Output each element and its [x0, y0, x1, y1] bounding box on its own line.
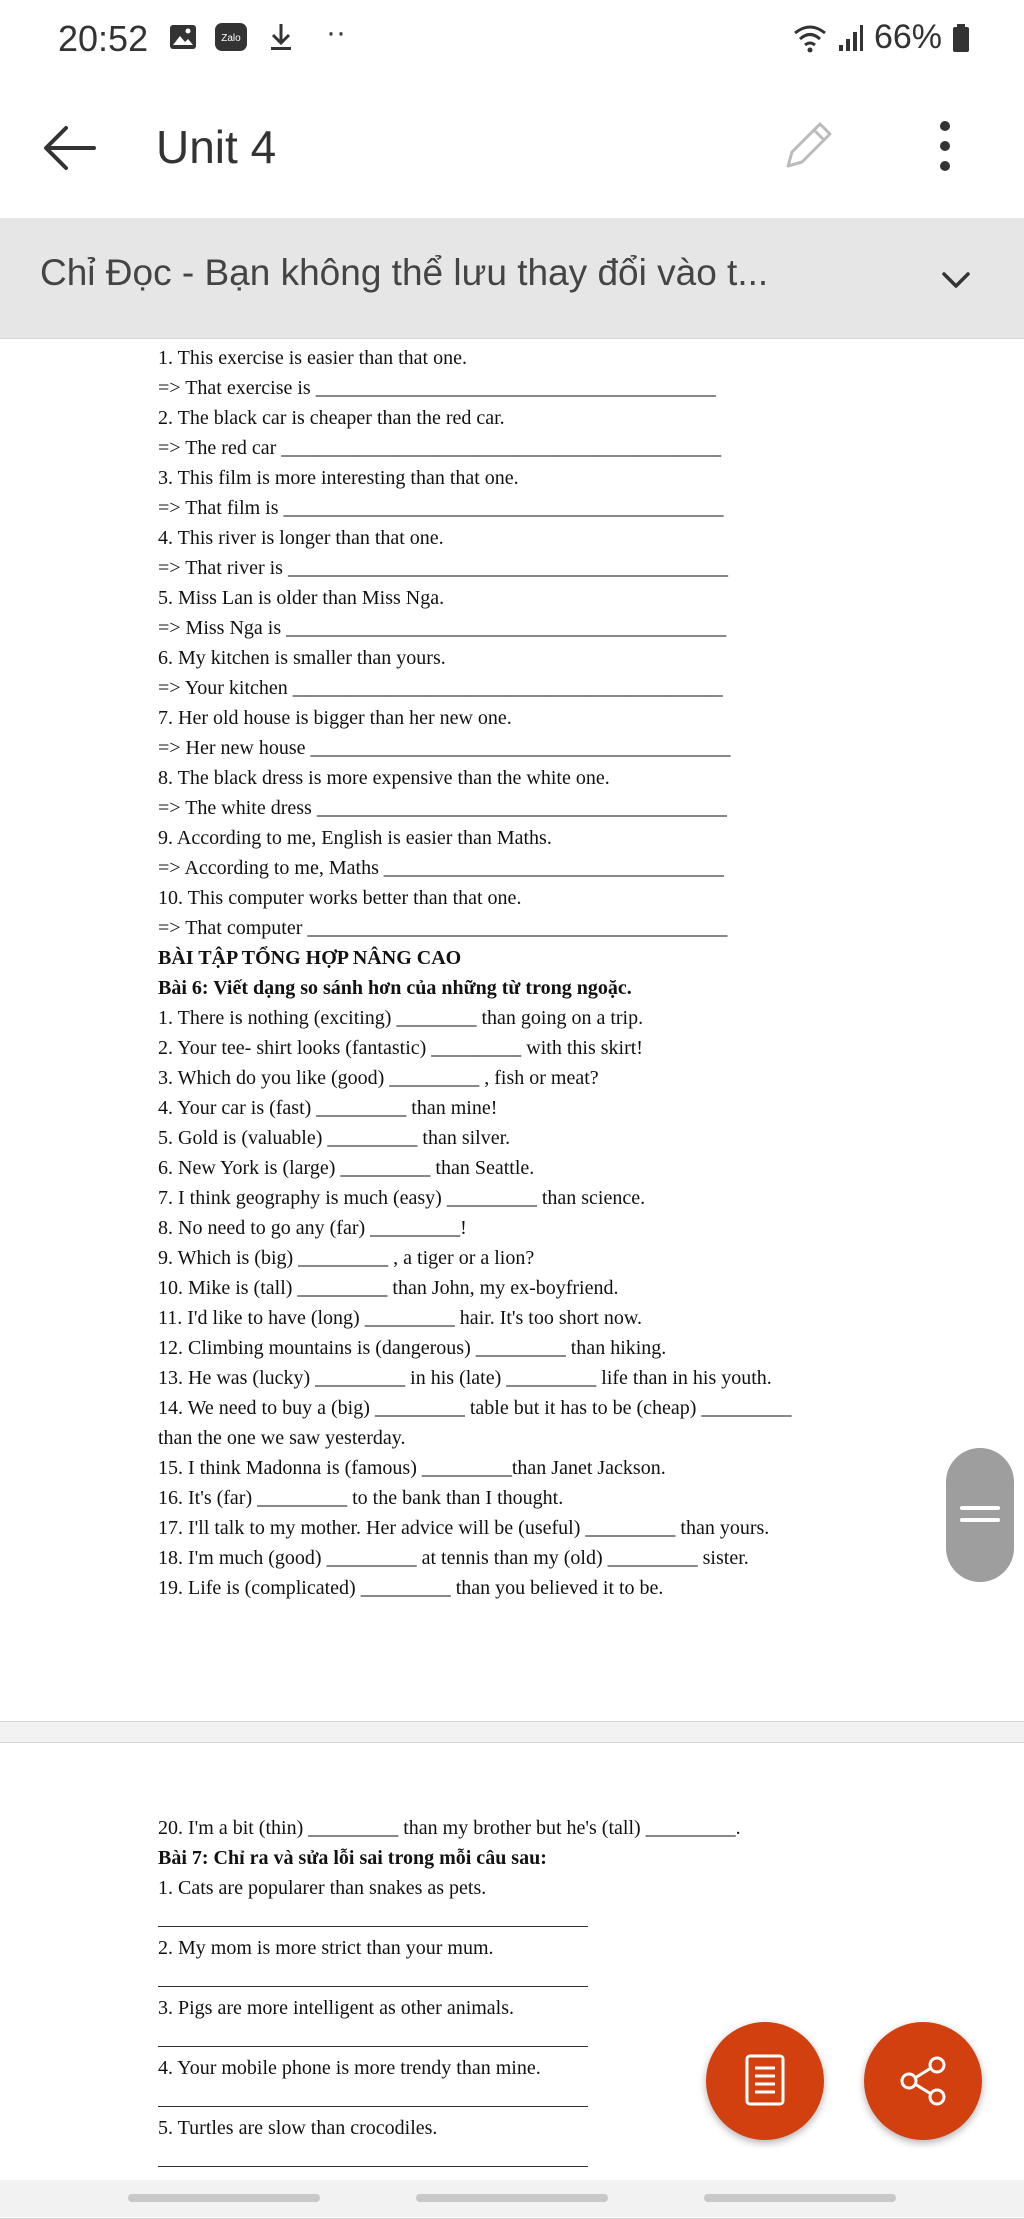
- bai6-line: 1. There is nothing (exciting) ________ than going on a trip.: [158, 1007, 644, 1029]
- bai6-line: 17. I'll talk to my mother. Her advice will be (useful) _________ than yours.: [158, 1517, 770, 1539]
- exercise-line: => Miss Nga is ____________________________________________: [158, 617, 727, 639]
- back-arrow-icon[interactable]: [40, 118, 100, 178]
- zalo-icon: [214, 22, 248, 52]
- exercise-line: => According to me, Maths __________________________________: [158, 857, 724, 879]
- page-1-content: [158, 343, 791, 1603]
- battery-percent: 66%: [873, 18, 942, 56]
- bai6-line: 19. Life is (complicated) _________ than you believed it to be.: [158, 1577, 664, 1599]
- reading-view-button[interactable]: [706, 2022, 824, 2140]
- bai6-line: 13. He was (lucky) _________ in his (late) _________ life than in his youth.: [158, 1367, 772, 1389]
- exercise-line: 7. Her old house is bigger than her new one.: [158, 707, 512, 729]
- bai6-line: 12. Climbing mountains is (dangerous) _________ than hiking.: [158, 1337, 667, 1359]
- bai6-line: 8. No need to go any (far) _________!: [158, 1217, 467, 1239]
- exercise-line: => That film is ____________________________________________: [158, 497, 724, 519]
- fast-scroll-handle[interactable]: [946, 1448, 1014, 1582]
- exercise-line: 9. According to me, English is easier than Maths.: [158, 827, 552, 849]
- exercise-line: 4. This river is longer than that one.: [158, 527, 444, 549]
- bai6-line: 7. I think geography is much (easy) _________ than science.: [158, 1187, 646, 1209]
- download-icon: [266, 22, 296, 52]
- exercise-line: => That exercise is ________________________________________: [158, 377, 716, 399]
- bai6-line: than the one we saw yesterday.: [158, 1427, 406, 1449]
- bai7-title: Bài 7: Chỉ ra và sửa lỗi sai trong mỗi câu sau:: [158, 1847, 547, 1869]
- exercise-line: => Her new house __________________________________________: [158, 737, 731, 759]
- document-page-2[interactable]: [0, 1742, 1024, 2219]
- bai7-line: 2. My mom is more strict than your mum.: [158, 1937, 494, 1959]
- status-time: 20:52: [58, 18, 149, 59]
- bai6-line: 14. We need to buy a (big) _________ table but it has to be (cheap) _________: [158, 1397, 792, 1419]
- bai6-line: 16. It's (far) _________ to the bank than I thought.: [158, 1487, 564, 1509]
- read-only-banner[interactable]: [0, 218, 1024, 339]
- bai6-line: 18. I'm much (good) _________ at tennis than my (old) _________ sister.: [158, 1547, 749, 1569]
- status-bar: [0, 0, 1024, 80]
- read-only-text: Chỉ Đọc - Bạn không thể lưu thay đổi vào t...: [40, 252, 769, 293]
- document-page-1[interactable]: [0, 338, 1024, 1722]
- bai6-title: Bài 6: Viết dạng so sánh hơn của những từ trong ngoặc.: [158, 977, 632, 999]
- bai6-line: 2. Your tee- shirt looks (fantastic) _________ with this skirt!: [158, 1037, 643, 1059]
- exercise-lines: [158, 343, 791, 943]
- handle-grip-line: [960, 1506, 1000, 1510]
- bai6-lines: [158, 1003, 791, 1603]
- exercise-line: 3. This film is more interesting than that one.: [158, 467, 519, 489]
- bai6-line: 9. Which is (big) _________ , a tiger or a lion?: [158, 1247, 535, 1269]
- section-heading: BÀI TẬP TỔNG HỢP NÂNG CAO: [158, 947, 462, 969]
- system-nav-bar: [0, 2180, 1024, 2217]
- nav-home[interactable]: [416, 2194, 608, 2202]
- nav-recents[interactable]: [128, 2194, 320, 2202]
- bai7-line: 1. Cats are popularer than snakes as pets.: [158, 1877, 487, 1899]
- answer-blank-line: [158, 2083, 741, 2113]
- edit-pencil-icon[interactable]: [778, 116, 838, 176]
- bai6-line: 6. New York is (large) _________ than Seattle.: [158, 1157, 535, 1179]
- bai6-line: 10. Mike is (tall) _________ than John, my ex-boyfriend.: [158, 1277, 619, 1299]
- image-icon: [168, 22, 198, 52]
- share-icon: [895, 2053, 951, 2109]
- bai6-line: 5. Gold is (valuable) _________ than silver.: [158, 1127, 511, 1149]
- exercise-line: 8. The black dress is more expensive than the white one.: [158, 767, 610, 789]
- more-dots-icon: ··: [326, 16, 346, 49]
- exercise-line: => That computer __________________________________________: [158, 917, 728, 939]
- bai6-line: 11. I'd like to have (long) _________ hair. It's too short now.: [158, 1307, 642, 1329]
- app-bar: [0, 80, 1024, 218]
- answer-blank-line: [158, 1903, 741, 1933]
- answer-blank-line: [158, 2143, 741, 2173]
- exercise-line: 2. The black car is cheaper than the red car.: [158, 407, 505, 429]
- exercise-line: => Your kitchen ___________________________________________: [158, 677, 723, 699]
- overflow-menu-icon[interactable]: [930, 116, 960, 176]
- bai7-line: 3. Pigs are more intelligent as other animals.: [158, 1997, 515, 2019]
- answer-blank-line: [158, 2023, 741, 2053]
- page-2-content: [158, 1813, 741, 2173]
- document-view-icon: [741, 2053, 789, 2109]
- bai7-line: 4. Your mobile phone is more trendy than mine.: [158, 2057, 541, 2079]
- exercise-line: 5. Miss Lan is older than Miss Nga.: [158, 587, 445, 609]
- bai7-lines: [158, 1873, 741, 2173]
- chevron-down-icon[interactable]: [938, 262, 974, 298]
- answer-blank-line: [158, 1963, 741, 1993]
- bai7-line: 5. Turtles are slow than crocodiles.: [158, 2117, 438, 2139]
- exercise-line: 6. My kitchen is smaller than yours.: [158, 647, 446, 669]
- battery-icon: [952, 23, 970, 53]
- handle-grip-line: [960, 1518, 1000, 1522]
- nav-back[interactable]: [704, 2194, 896, 2202]
- bai6-line: 15. I think Madonna is (famous) _________than Janet Jackson.: [158, 1457, 666, 1479]
- bai6-line: 4. Your car is (fast) _________ than mine!: [158, 1097, 498, 1119]
- bai6-line-20: 20. I'm a bit (thin) _________ than my brother but he's (tall) _________.: [158, 1817, 741, 1839]
- signal-icon: [838, 23, 864, 53]
- zalo-logo-text: Zalo: [221, 33, 241, 44]
- wifi-icon: [792, 23, 828, 53]
- exercise-line: 10. This computer works better than that one.: [158, 887, 522, 909]
- exercise-line: => The red car ____________________________________________: [158, 437, 722, 459]
- share-button[interactable]: [864, 2022, 982, 2140]
- exercise-line: => That river is ____________________________________________: [158, 557, 728, 579]
- exercise-line: 1. This exercise is easier than that one.: [158, 347, 467, 369]
- bai6-line: 3. Which do you like (good) _________ , fish or meat?: [158, 1067, 599, 1089]
- exercise-line: => The white dress _________________________________________: [158, 797, 727, 819]
- status-right-group: [792, 18, 970, 57]
- document-title: Unit 4: [156, 121, 277, 173]
